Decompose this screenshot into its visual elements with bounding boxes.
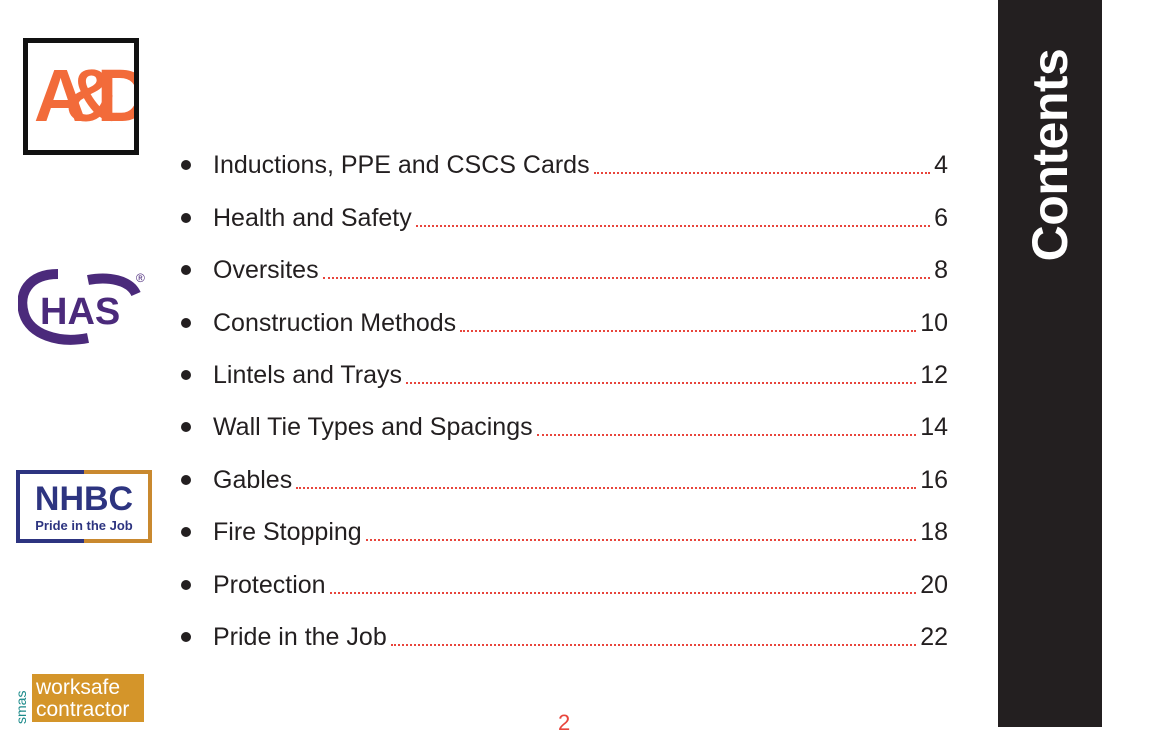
chas-registered-mark: ® <box>136 271 145 285</box>
toc-page-number: 20 <box>920 571 948 599</box>
toc-label: Protection <box>213 571 326 599</box>
toc-label: Pride in the Job <box>213 623 387 651</box>
bullet-icon <box>181 370 191 380</box>
toc-page-number: 16 <box>920 466 948 494</box>
contents-heading: Contents <box>1022 48 1078 262</box>
chas-logo-text: HAS <box>40 291 121 333</box>
bullet-icon <box>181 318 191 328</box>
dotted-leader <box>366 539 916 541</box>
toc-item[interactable] <box>178 507 948 547</box>
chas-logo <box>18 266 148 346</box>
toc-item[interactable] <box>178 560 948 600</box>
toc-label: Wall Tie Types and Spacings <box>213 413 533 441</box>
toc-item[interactable] <box>178 612 948 652</box>
toc-item[interactable] <box>178 350 948 390</box>
toc-item[interactable] <box>178 455 948 495</box>
bullet-icon <box>181 422 191 432</box>
toc-page-number: 10 <box>920 309 948 337</box>
bullet-icon <box>181 527 191 537</box>
nhbc-logo-subtitle: Pride in the Job <box>35 518 133 533</box>
toc-page-number: 18 <box>920 518 948 546</box>
nhbc-logo <box>16 470 152 543</box>
toc-label: Construction Methods <box>213 309 457 337</box>
dotted-leader <box>391 644 916 646</box>
bullet-icon <box>181 475 191 485</box>
dotted-leader <box>296 487 916 489</box>
bullet-icon <box>181 580 191 590</box>
smas-logo <box>12 666 147 727</box>
nhbc-logo-text: NHBC <box>34 480 134 518</box>
toc-item[interactable] <box>178 298 948 338</box>
page-number: 2 <box>558 710 571 735</box>
toc-page-number: 6 <box>934 204 948 232</box>
toc-page-number: 14 <box>920 413 948 441</box>
toc-item[interactable] <box>178 193 948 233</box>
dotted-leader <box>460 330 916 332</box>
bullet-icon <box>181 265 191 275</box>
toc-label: Fire Stopping <box>213 518 362 546</box>
smas-prefix: smas <box>13 690 29 724</box>
toc-page-number: 22 <box>920 623 948 651</box>
toc-page-number: 4 <box>934 151 948 179</box>
dotted-leader <box>406 382 916 384</box>
toc-label: Inductions, PPE and CSCS Cards <box>213 151 590 179</box>
toc-label: Lintels and Trays <box>213 361 402 389</box>
ad-logo-text: A&D <box>33 54 129 137</box>
toc-page-number: 12 <box>920 361 948 389</box>
dotted-leader <box>594 172 931 174</box>
toc-label: Health and Safety <box>213 204 412 232</box>
toc-item[interactable] <box>178 245 948 285</box>
smas-line2: contractor <box>36 698 130 721</box>
dotted-leader <box>323 277 931 279</box>
contents-sidebar <box>998 0 1102 727</box>
ad-logo <box>23 38 139 155</box>
toc-item[interactable] <box>178 402 948 442</box>
toc-label: Gables <box>213 466 293 494</box>
dotted-leader <box>330 592 917 594</box>
smas-line1: worksafe <box>36 676 121 699</box>
bullet-icon <box>181 632 191 642</box>
bullet-icon <box>181 213 191 223</box>
toc-item[interactable] <box>178 140 948 180</box>
toc-label: Oversites <box>213 256 319 284</box>
toc-page-number: 8 <box>934 256 948 284</box>
dotted-leader <box>537 434 917 436</box>
bullet-icon <box>181 160 191 170</box>
dotted-leader <box>416 225 930 227</box>
